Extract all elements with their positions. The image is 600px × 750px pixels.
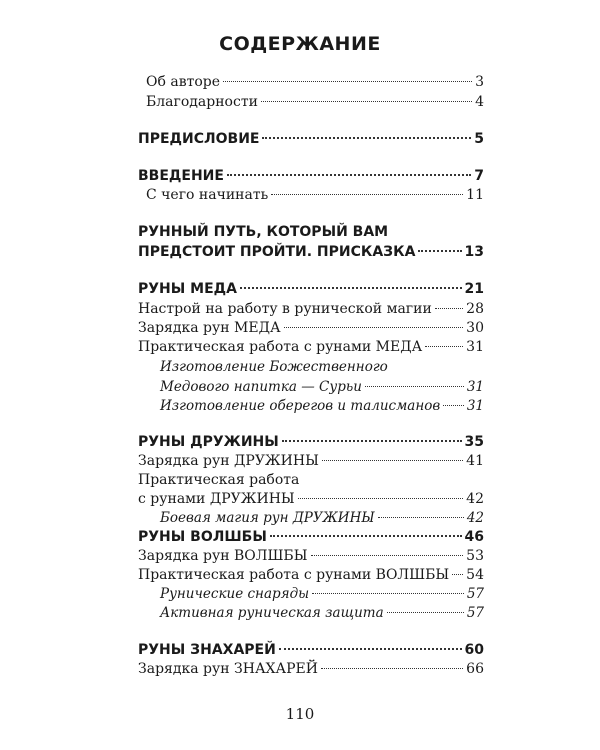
toc-entry-page: 28 <box>466 301 484 317</box>
toc-entry-title: Практическая работа с рунами МЕДА <box>138 339 423 355</box>
toc-entry <box>138 451 484 471</box>
toc-entry-page: 4 <box>475 94 484 110</box>
toc-entry-title: Изготовление оберегов и талисманов <box>160 398 441 414</box>
toc-entry-page: 3 <box>475 74 484 90</box>
toc-entry <box>138 527 484 547</box>
dot-leader <box>262 137 471 139</box>
toc-entry-page: 66 <box>466 661 484 677</box>
dot-leader <box>284 327 464 328</box>
dot-leader <box>322 460 463 461</box>
toc-entry-title: ВВЕДЕНИЕ <box>138 168 224 184</box>
toc-entry <box>138 166 484 186</box>
dot-leader <box>282 440 462 442</box>
toc-entry-title: ПРЕДИСЛОВИЕ <box>138 131 260 147</box>
toc-entry <box>160 584 484 604</box>
toc-entry <box>146 185 484 205</box>
toc-entry-title: Зарядка рун ЗНАХАРЕЙ <box>138 661 318 677</box>
toc-entry-title: Об авторе <box>146 74 221 90</box>
toc-entry-page: 41 <box>466 453 484 469</box>
dot-leader <box>271 194 463 195</box>
page-title: СОДЕРЖАНИЕ <box>219 33 381 55</box>
toc-entry-title: РУНЫ ЗНАХАРЕЙ <box>138 642 276 658</box>
toc-entry-title: Зарядка рун МЕДА <box>138 320 281 336</box>
toc-entry-page: 21 <box>464 281 484 297</box>
toc-entry-title: РУНЫ МЕДА <box>138 281 237 297</box>
dot-leader <box>240 287 462 289</box>
dot-leader <box>311 555 464 556</box>
toc-entry-title: Медового напитка — Сурьи <box>160 379 362 395</box>
toc-entry-title: С чего начинать <box>146 187 269 203</box>
dot-leader <box>261 101 472 102</box>
toc-entry-page: 46 <box>464 529 484 545</box>
dot-leader <box>321 668 463 669</box>
toc-entry <box>138 432 484 452</box>
dot-leader <box>298 498 463 499</box>
dot-leader <box>270 535 462 537</box>
toc-entry-page: 42 <box>466 491 484 507</box>
dot-leader <box>365 386 464 387</box>
toc-entry-title-line1: Изготовление Божественного <box>160 359 388 375</box>
toc-entry-title: Благодарности <box>146 94 258 110</box>
toc-entry-title: Активная руническая защита <box>160 605 384 621</box>
toc-entry-title: Рунические снаряды <box>160 586 310 602</box>
toc-entry-title: с рунами ДРУЖИНЫ <box>138 491 295 507</box>
toc-entry-title-line1: РУННЫЙ ПУТЬ, КОТОРЫЙ ВАМ <box>138 224 389 240</box>
toc-entry-title: Настрой на работу в рунической магии <box>138 301 432 317</box>
toc-entry <box>160 396 484 416</box>
toc-entry <box>138 129 484 149</box>
toc-entry-page: 31 <box>466 339 484 355</box>
dot-leader <box>435 308 463 309</box>
toc-entry-title: Практическая работа с рунами ВОЛШБЫ <box>138 567 450 583</box>
toc-entry <box>138 546 484 566</box>
toc-entry-page: 54 <box>466 567 484 583</box>
toc-entry <box>138 565 484 585</box>
dot-leader <box>378 517 464 518</box>
toc-entry-page: 11 <box>466 187 484 203</box>
dot-leader <box>279 648 462 650</box>
toc-entry-title: РУНЫ ДРУЖИНЫ <box>138 434 279 450</box>
toc-entry <box>146 72 484 92</box>
page-number: 110 <box>285 705 315 723</box>
dot-leader <box>443 405 464 406</box>
toc-entry-title: Боевая магия рун ДРУЖИНЫ <box>160 510 375 526</box>
toc-entry-page: 53 <box>466 548 484 564</box>
toc-entry <box>138 299 484 319</box>
toc-entry-title: Зарядка рун ВОЛШБЫ <box>138 548 308 564</box>
dot-leader <box>223 81 472 82</box>
dot-leader <box>312 593 464 594</box>
toc-entry <box>146 92 484 112</box>
toc-entry-page: 7 <box>474 168 484 184</box>
toc-entry-title: Зарядка рун ДРУЖИНЫ <box>138 453 319 469</box>
toc-entry-page: 60 <box>464 642 484 658</box>
toc-entry <box>138 242 484 262</box>
toc-entry <box>160 603 484 623</box>
toc-entry-title: ПРЕДСТОИТ ПРОЙТИ. ПРИСКАЗКА <box>138 244 416 260</box>
toc-entry-page: 31 <box>466 379 484 395</box>
toc-entry <box>138 318 484 338</box>
toc-entry-page: 30 <box>466 320 484 336</box>
dot-leader <box>452 574 463 575</box>
dot-leader <box>418 250 461 252</box>
toc-entry-page: 5 <box>474 131 484 147</box>
toc-entry-page: 57 <box>466 586 484 602</box>
toc-entry <box>138 279 484 299</box>
toc-entry <box>160 508 484 528</box>
dot-leader <box>425 346 463 347</box>
toc-entry-title: РУНЫ ВОЛШБЫ <box>138 529 267 545</box>
toc-entry <box>138 489 484 509</box>
toc-entry <box>138 659 484 679</box>
toc-entry <box>138 337 484 357</box>
toc-entry-page: 42 <box>466 510 484 526</box>
toc-entry-page: 57 <box>466 605 484 621</box>
toc-entry <box>138 640 484 660</box>
toc-entry-page: 13 <box>464 244 484 260</box>
dot-leader <box>387 612 464 613</box>
toc-entry-page: 35 <box>464 434 484 450</box>
toc-entry-page: 31 <box>466 398 484 414</box>
toc-entry-title-line1: Практическая работа <box>138 472 300 488</box>
toc-entry <box>160 377 484 397</box>
dot-leader <box>227 174 471 176</box>
